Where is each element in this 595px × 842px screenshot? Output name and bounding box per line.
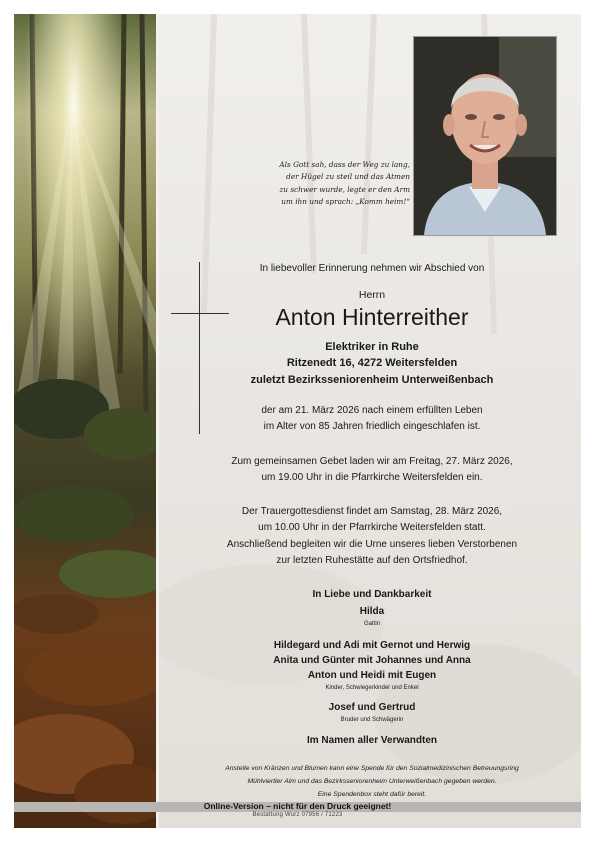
mourner-name: Hilda <box>359 606 385 617</box>
mourner-name: Hildegard und Adi mit Gernot und Herwig <box>273 640 471 651</box>
donation-line: Anstelle von Kränzen und Blumen kann eine Spende für den Sozialmedizinischen Betreuungsring <box>225 765 519 772</box>
occupation: Elektriker in Ruhe <box>325 341 419 353</box>
deceased-name: Anton Hinterreither <box>275 304 469 330</box>
service-line: um 10.00 Uhr in der Pfarrkirche Weitersfelden statt. <box>258 522 486 533</box>
donation-line: Eine Spendenbox steht dafür bereit. <box>317 791 427 798</box>
mourners-heading: In Liebe und Dankbarkeit <box>312 589 432 600</box>
closing-line: Im Namen aller Verwandten <box>306 735 438 746</box>
mourner-name: Anita und Günter mit Johannes und Anna <box>273 655 471 666</box>
mourner-role: Kinder, Schwiegerkinder und Enkel <box>325 685 419 691</box>
poem-line: um ihn und sprach: „Komm heim!“ <box>281 197 410 207</box>
mourner-name: Josef und Gertrud <box>328 702 416 713</box>
salutation: Herrn <box>358 289 386 301</box>
death-line: im Alter von 85 Jahren friedlich eingeschlafen ist. <box>263 421 481 432</box>
poem-line: zu schwer wurde, legte er den Arm <box>279 184 410 194</box>
obituary-card <box>14 14 581 828</box>
poem-line: Als Gott sah, dass der Weg zu lang, <box>279 160 410 169</box>
prayer-line: um 19.00 Uhr in die Pfarrkirche Weitersfelden ein. <box>261 472 483 483</box>
poem <box>228 159 410 209</box>
sunlit-forest-photo <box>14 14 156 828</box>
prayer-line: Zum gemeinsamen Gebet laden wir am Freitag, 27. März 2026, <box>231 456 513 467</box>
donation-line: Mühlviertler Alm und das Bezirksseniorenheim Unterweißenbach gegeben werden. <box>247 778 497 785</box>
undertaker-imprint: Bestattung Wurz 07956 / 71223 <box>252 812 343 818</box>
poem-line: der Hügel zu steil und das Atmen <box>286 172 410 182</box>
intro-text: In liebevoller Erinnerung nehmen wir Abschied von <box>259 263 485 274</box>
mourner-role: Gattin <box>363 621 380 627</box>
portrait-photo <box>413 36 557 236</box>
mourner-role: Bruder und Schwägerin <box>340 717 404 723</box>
service-line: Anschließend begleiten wir die Urne unseres lieben Verstorbenen <box>226 539 518 550</box>
last-residence: zuletzt Bezirksseniorenheim Unterweißenbach <box>250 374 494 386</box>
address: Ritzenedt 16, 4272 Weitersfelden <box>286 357 458 369</box>
online-version-notice: Online-Version – nicht für den Druck geeignet! <box>203 801 392 811</box>
mourner-name: Anton und Heidi mit Eugen <box>307 670 437 681</box>
service-line: Der Trauergottesdienst findet am Samstag, 28. März 2026, <box>241 506 503 517</box>
photo-divider <box>156 14 159 828</box>
service-line: zur letzten Ruhestätte auf den Ortsfriedhof. <box>276 555 468 566</box>
death-line: der am 21. März 2026 nach einem erfüllten Leben <box>261 405 483 416</box>
